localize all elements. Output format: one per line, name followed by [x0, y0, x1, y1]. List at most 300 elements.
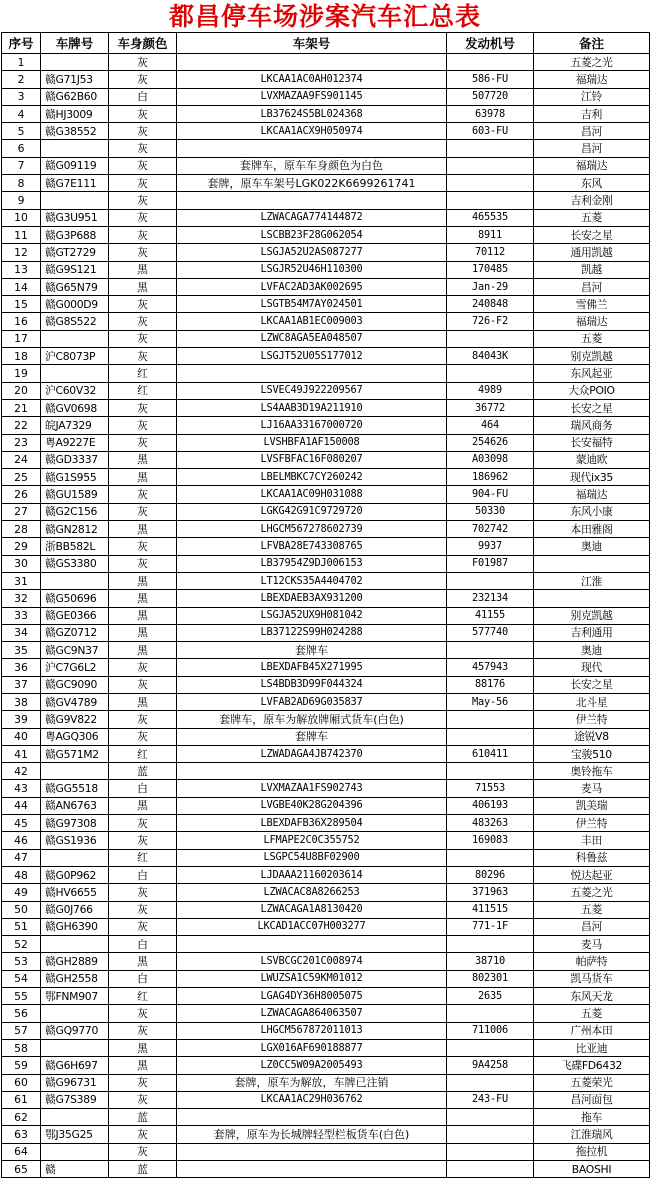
cell-vin: LBEXDAFB36X289504 [177, 815, 447, 832]
cell-engine: 610411 [447, 745, 534, 762]
cell-vin [177, 1161, 447, 1178]
cell-remark: 昌河 [534, 918, 650, 935]
cell-engine: 232134 [447, 590, 534, 607]
table-row [2, 1091, 650, 1108]
cell-engine [447, 330, 534, 347]
cell-plate: 皖JA7329 [41, 417, 109, 434]
cell-plate: 赣G3P688 [41, 226, 109, 243]
cell-color: 黑 [109, 590, 177, 607]
cell-vin: LS4AAB3D19A211910 [177, 399, 447, 416]
cell-engine: 240848 [447, 296, 534, 313]
cell-color: 灰 [109, 486, 177, 503]
cell-plate: 赣G65N79 [41, 278, 109, 295]
cell-index: 39 [2, 711, 41, 728]
cell-remark: 福瑞达 [534, 486, 650, 503]
cell-plate [41, 1109, 109, 1126]
table-row [2, 659, 650, 676]
cell-vin: 套牌车，原车为解放牌厢式货车(白色) [177, 711, 447, 728]
cell-vin: LT12CKS35A4404702 [177, 572, 447, 589]
cell-color: 黑 [109, 572, 177, 589]
cell-index: 41 [2, 745, 41, 762]
cell-color: 灰 [109, 1022, 177, 1039]
cell-color: 黑 [109, 278, 177, 295]
cell-engine [447, 728, 534, 745]
cell-plate: 沪C60V32 [41, 382, 109, 399]
cell-engine [447, 365, 534, 382]
cell-plate: 赣HJ3009 [41, 105, 109, 122]
cell-engine [447, 192, 534, 209]
cell-vin: LBEXDAEB3AX931200 [177, 590, 447, 607]
table-row [2, 884, 650, 901]
cell-color: 灰 [109, 399, 177, 416]
cell-color: 红 [109, 745, 177, 762]
cell-vin: LVFAC2AD3AK002695 [177, 278, 447, 295]
cell-remark: 别克凯越 [534, 607, 650, 624]
cell-vin: 套牌车 [177, 728, 447, 745]
cell-index: 33 [2, 607, 41, 624]
cell-engine [447, 175, 534, 192]
cell-vin: LHGCM567872011013 [177, 1022, 447, 1039]
cell-color: 灰 [109, 417, 177, 434]
cell-engine: A03098 [447, 451, 534, 468]
cell-vin: LSGPC54U8BF02900 [177, 849, 447, 866]
header-engine: 发动机号 [447, 33, 534, 54]
cell-index: 35 [2, 642, 41, 659]
cell-color: 灰 [109, 192, 177, 209]
cell-remark: 昌河面包 [534, 1091, 650, 1108]
cell-engine: 71553 [447, 780, 534, 797]
table-row [2, 693, 650, 710]
cell-remark: 比亚迪 [534, 1039, 650, 1056]
cell-color: 灰 [109, 832, 177, 849]
cell-remark: 丰田 [534, 832, 650, 849]
cell-plate: 赣G0J766 [41, 901, 109, 918]
cell-plate: 赣GS3380 [41, 555, 109, 572]
table-row [2, 244, 650, 261]
table-row [2, 382, 650, 399]
cell-engine: 726-F2 [447, 313, 534, 330]
cell-index: 6 [2, 140, 41, 157]
cell-plate [41, 1039, 109, 1056]
cell-vin: LSGJT52U05S177012 [177, 348, 447, 365]
cell-vin [177, 936, 447, 953]
cell-vin: LGAG4DY36H8005075 [177, 988, 447, 1005]
cell-color: 灰 [109, 157, 177, 174]
cell-index: 31 [2, 572, 41, 589]
cell-remark: 本田雅阁 [534, 521, 650, 538]
cell-vin: LSVEC49J922209567 [177, 382, 447, 399]
table-row [2, 1143, 650, 1160]
cell-engine: 80296 [447, 866, 534, 883]
cell-plate: 赣G571M2 [41, 745, 109, 762]
cell-plate: 赣AN6763 [41, 797, 109, 814]
cell-remark: 伊兰特 [534, 815, 650, 832]
cell-remark: 现代 [534, 659, 650, 676]
cell-engine: 371963 [447, 884, 534, 901]
cell-index: 28 [2, 521, 41, 538]
cell-vin: 套牌，原车车架号LGK022K6699261741 [177, 175, 447, 192]
cell-plate: 赣GH6390 [41, 918, 109, 935]
cell-remark: 飞碟FD6432 [534, 1057, 650, 1074]
cell-remark: 吉利 [534, 105, 650, 122]
cell-vin: LHGCM567278602739 [177, 521, 447, 538]
cell-vin [177, 365, 447, 382]
cell-remark: 五菱荣光 [534, 1074, 650, 1091]
cell-engine: 711006 [447, 1022, 534, 1039]
table-row [2, 970, 650, 987]
cell-plate [41, 365, 109, 382]
cell-color: 灰 [109, 538, 177, 555]
cell-engine: 702742 [447, 521, 534, 538]
cell-engine [447, 1005, 534, 1022]
table-row [2, 417, 650, 434]
cell-engine: 9937 [447, 538, 534, 555]
cell-plate: 赣G9S121 [41, 261, 109, 278]
cell-vin: LZ0CC5W09A2005493 [177, 1057, 447, 1074]
table-row [2, 348, 650, 365]
cell-engine: 8911 [447, 226, 534, 243]
cell-plate: 赣GN2812 [41, 521, 109, 538]
cell-index: 57 [2, 1022, 41, 1039]
cell-vin: LVXMAZAA1FS902743 [177, 780, 447, 797]
cell-index: 4 [2, 105, 41, 122]
cell-color: 灰 [109, 140, 177, 157]
cell-vin [177, 192, 447, 209]
cell-color: 黑 [109, 451, 177, 468]
table-row [2, 815, 650, 832]
table-row [2, 313, 650, 330]
cell-color: 蓝 [109, 1161, 177, 1178]
table-row [2, 88, 650, 105]
table-row [2, 1161, 650, 1178]
table-row [2, 123, 650, 140]
table-row [2, 918, 650, 935]
cell-engine [447, 1126, 534, 1143]
cell-remark: 江淮瑞风 [534, 1126, 650, 1143]
cell-plate [41, 330, 109, 347]
table-row [2, 157, 650, 174]
cell-index: 45 [2, 815, 41, 832]
cell-plate: 浙BB582L [41, 538, 109, 555]
cell-engine: 457943 [447, 659, 534, 676]
cell-vin: LKCAA1AC0AH012374 [177, 71, 447, 88]
cell-remark: 五菱 [534, 901, 650, 918]
cell-plate [41, 1005, 109, 1022]
cell-index: 11 [2, 226, 41, 243]
cell-remark: 麦马 [534, 936, 650, 953]
cell-engine: 2635 [447, 988, 534, 1005]
cell-plate: 赣G3U951 [41, 209, 109, 226]
cell-index: 7 [2, 157, 41, 174]
cell-engine [447, 642, 534, 659]
cell-plate: 赣G9V822 [41, 711, 109, 728]
cell-index: 59 [2, 1057, 41, 1074]
cell-engine: 465535 [447, 209, 534, 226]
cell-engine [447, 1161, 534, 1178]
cell-index: 49 [2, 884, 41, 901]
cell-index: 20 [2, 382, 41, 399]
cell-index: 29 [2, 538, 41, 555]
table-row [2, 797, 650, 814]
table-row [2, 572, 650, 589]
cell-vin: 套牌车，原车车身颜色为白色 [177, 157, 447, 174]
cell-engine: 406193 [447, 797, 534, 814]
cell-index: 50 [2, 901, 41, 918]
table-row [2, 953, 650, 970]
cell-engine [447, 1074, 534, 1091]
cell-plate: 赣G0P962 [41, 866, 109, 883]
cell-remark: 蒙迪欧 [534, 451, 650, 468]
table-row [2, 832, 650, 849]
cell-vin: 套牌，原车为长城牌轻型栏板货车(白色) [177, 1126, 447, 1143]
table-row [2, 330, 650, 347]
cell-remark: 江淮 [534, 572, 650, 589]
cell-index: 62 [2, 1109, 41, 1126]
cell-color: 白 [109, 780, 177, 797]
cell-engine [447, 763, 534, 780]
cell-plate: 赣G2C156 [41, 503, 109, 520]
cell-plate: 赣GE0366 [41, 607, 109, 624]
cell-remark: 东风天龙 [534, 988, 650, 1005]
cell-index: 18 [2, 348, 41, 365]
cell-remark: 瑞风商务 [534, 417, 650, 434]
cell-color: 红 [109, 849, 177, 866]
cell-remark: 帕萨特 [534, 953, 650, 970]
cell-plate: 赣GH2889 [41, 953, 109, 970]
cell-color: 灰 [109, 676, 177, 693]
cell-index: 55 [2, 988, 41, 1005]
header-color: 车身颜色 [109, 33, 177, 54]
cell-engine: 603-FU [447, 123, 534, 140]
cell-index: 15 [2, 296, 41, 313]
cell-engine: 243-FU [447, 1091, 534, 1108]
cell-plate: 赣GD3337 [41, 451, 109, 468]
cell-color: 灰 [109, 503, 177, 520]
cell-plate: 粤A9227E [41, 434, 109, 451]
cell-plate: 赣G09119 [41, 157, 109, 174]
cell-index: 34 [2, 624, 41, 641]
cell-color: 红 [109, 365, 177, 382]
table-row [2, 538, 650, 555]
cell-plate [41, 849, 109, 866]
cell-plate: 鄂J35G25 [41, 1126, 109, 1143]
cell-index: 10 [2, 209, 41, 226]
cell-engine [447, 157, 534, 174]
cell-index: 47 [2, 849, 41, 866]
table-row [2, 278, 650, 295]
cell-remark: 吉利通用 [534, 624, 650, 641]
cell-vin: LB37122S99H024288 [177, 624, 447, 641]
cell-index: 54 [2, 970, 41, 987]
cell-index: 24 [2, 451, 41, 468]
table-row [2, 1005, 650, 1022]
cell-vin: LJ16AA33167000720 [177, 417, 447, 434]
header-plate: 车牌号 [41, 33, 109, 54]
header-vin: 车架号 [177, 33, 447, 54]
cell-remark: 奥迪 [534, 642, 650, 659]
cell-index: 65 [2, 1161, 41, 1178]
cell-index: 61 [2, 1091, 41, 1108]
table-row [2, 1074, 650, 1091]
cell-color: 黑 [109, 469, 177, 486]
cell-vin [177, 140, 447, 157]
cell-color: 灰 [109, 555, 177, 572]
cell-remark: 北斗星 [534, 693, 650, 710]
cell-plate [41, 192, 109, 209]
cell-index: 52 [2, 936, 41, 953]
cell-vin: LFMAPE2C0C355752 [177, 832, 447, 849]
cell-remark: 五菱 [534, 330, 650, 347]
cell-color: 蓝 [109, 763, 177, 780]
cell-color: 灰 [109, 1143, 177, 1160]
cell-vin: LZWACAC8A8266253 [177, 884, 447, 901]
table-row [2, 1022, 650, 1039]
cell-vin [177, 54, 447, 71]
cell-color: 黑 [109, 261, 177, 278]
cell-index: 38 [2, 693, 41, 710]
table-row [2, 226, 650, 243]
cell-plate: 赣GZ0712 [41, 624, 109, 641]
cell-color: 灰 [109, 175, 177, 192]
cell-vin: LWUZSA1C59KM01012 [177, 970, 447, 987]
cell-index: 40 [2, 728, 41, 745]
cell-engine: 170485 [447, 261, 534, 278]
table-row [2, 503, 650, 520]
cell-plate: 赣GT2729 [41, 244, 109, 261]
cell-remark: 福瑞达 [534, 313, 650, 330]
cell-plate [41, 572, 109, 589]
cell-remark: 昌河 [534, 140, 650, 157]
cell-plate: 赣GV0698 [41, 399, 109, 416]
cell-color: 灰 [109, 71, 177, 88]
table-row [2, 745, 650, 762]
table-row [2, 624, 650, 641]
cell-engine: 50330 [447, 503, 534, 520]
cell-vin: LGKG42G91C9729720 [177, 503, 447, 520]
table-row [2, 105, 650, 122]
table-row [2, 642, 650, 659]
cell-vin: LSCBB23F28G062054 [177, 226, 447, 243]
cell-engine [447, 936, 534, 953]
cell-color: 灰 [109, 901, 177, 918]
table-row [2, 469, 650, 486]
cell-plate [41, 1143, 109, 1160]
table-row [2, 54, 650, 71]
cell-plate: 沪C8073P [41, 348, 109, 365]
cell-remark: 伊兰特 [534, 711, 650, 728]
table-row [2, 71, 650, 88]
table-row [2, 1126, 650, 1143]
cell-vin: 套牌，原车为解放，车牌已注销 [177, 1074, 447, 1091]
cell-remark: 江铃 [534, 88, 650, 105]
cell-vin: LSVBCGC201C008974 [177, 953, 447, 970]
cell-vin: LKCAA1AC09H031088 [177, 486, 447, 503]
cell-remark: BAOSHI [534, 1161, 650, 1178]
cell-index: 12 [2, 244, 41, 261]
cell-plate: 赣GS1936 [41, 832, 109, 849]
cell-remark: 奥铃拖车 [534, 763, 650, 780]
cell-vin: LVXMAZAA9FS901145 [177, 88, 447, 105]
cell-plate [41, 140, 109, 157]
table-row [2, 1109, 650, 1126]
table-row [2, 607, 650, 624]
cell-remark: 东风 [534, 175, 650, 192]
page-title: 都昌停车场涉案汽车汇总表 [168, 2, 481, 31]
cell-remark: 长安之星 [534, 399, 650, 416]
cell-vin: LVGBE40K28G204396 [177, 797, 447, 814]
table-row [2, 590, 650, 607]
cell-remark: 悦达起亚 [534, 866, 650, 883]
cell-remark: 东风起亚 [534, 365, 650, 382]
cell-remark: 长安之星 [534, 226, 650, 243]
cell-remark [534, 555, 650, 572]
cell-remark: 雪佛兰 [534, 296, 650, 313]
cell-color: 黑 [109, 624, 177, 641]
cell-index: 27 [2, 503, 41, 520]
cell-index: 17 [2, 330, 41, 347]
cell-vin: LS4BDB3D99F044324 [177, 676, 447, 693]
cell-index: 63 [2, 1126, 41, 1143]
cell-engine: 169083 [447, 832, 534, 849]
table-row [2, 365, 650, 382]
table-row [2, 988, 650, 1005]
cell-index: 25 [2, 469, 41, 486]
cell-engine: 70112 [447, 244, 534, 261]
table-row [2, 676, 650, 693]
table-row [2, 486, 650, 503]
cell-index: 13 [2, 261, 41, 278]
cell-index: 9 [2, 192, 41, 209]
cell-index: 58 [2, 1039, 41, 1056]
cell-index: 23 [2, 434, 41, 451]
cell-color: 白 [109, 936, 177, 953]
cell-remark: 别克凯越 [534, 348, 650, 365]
cell-remark: 东风小康 [534, 503, 650, 520]
cell-remark: 拖车 [534, 1109, 650, 1126]
cell-vin: LSGTB54M7AY024501 [177, 296, 447, 313]
cell-vin: LVFAB2AD69G035837 [177, 693, 447, 710]
cell-plate: 赣G62B60 [41, 88, 109, 105]
cell-plate: 赣HV6655 [41, 884, 109, 901]
cell-plate: 赣G6H697 [41, 1057, 109, 1074]
cell-plate: 赣GH2558 [41, 970, 109, 987]
cell-color: 白 [109, 88, 177, 105]
cell-color: 黑 [109, 642, 177, 659]
cell-color: 灰 [109, 296, 177, 313]
cell-remark [534, 590, 650, 607]
cell-engine: 464 [447, 417, 534, 434]
cell-index: 2 [2, 71, 41, 88]
cell-vin: LSGJA52UX9H081042 [177, 607, 447, 624]
cell-vin: LB37954Z9DJ006153 [177, 555, 447, 572]
cell-index: 5 [2, 123, 41, 140]
cell-plate: 赣G7E111 [41, 175, 109, 192]
cell-plate: 沪C7G6L2 [41, 659, 109, 676]
table-row [2, 451, 650, 468]
table-row [2, 555, 650, 572]
cell-index: 21 [2, 399, 41, 416]
cell-index: 26 [2, 486, 41, 503]
cell-engine: 41155 [447, 607, 534, 624]
cell-color: 灰 [109, 659, 177, 676]
cell-plate: 赣GQ9770 [41, 1022, 109, 1039]
cell-color: 灰 [109, 348, 177, 365]
cell-color: 灰 [109, 711, 177, 728]
cell-remark: 五菱 [534, 1005, 650, 1022]
cell-vin: 套牌车 [177, 642, 447, 659]
cell-index: 36 [2, 659, 41, 676]
table-row [2, 140, 650, 157]
